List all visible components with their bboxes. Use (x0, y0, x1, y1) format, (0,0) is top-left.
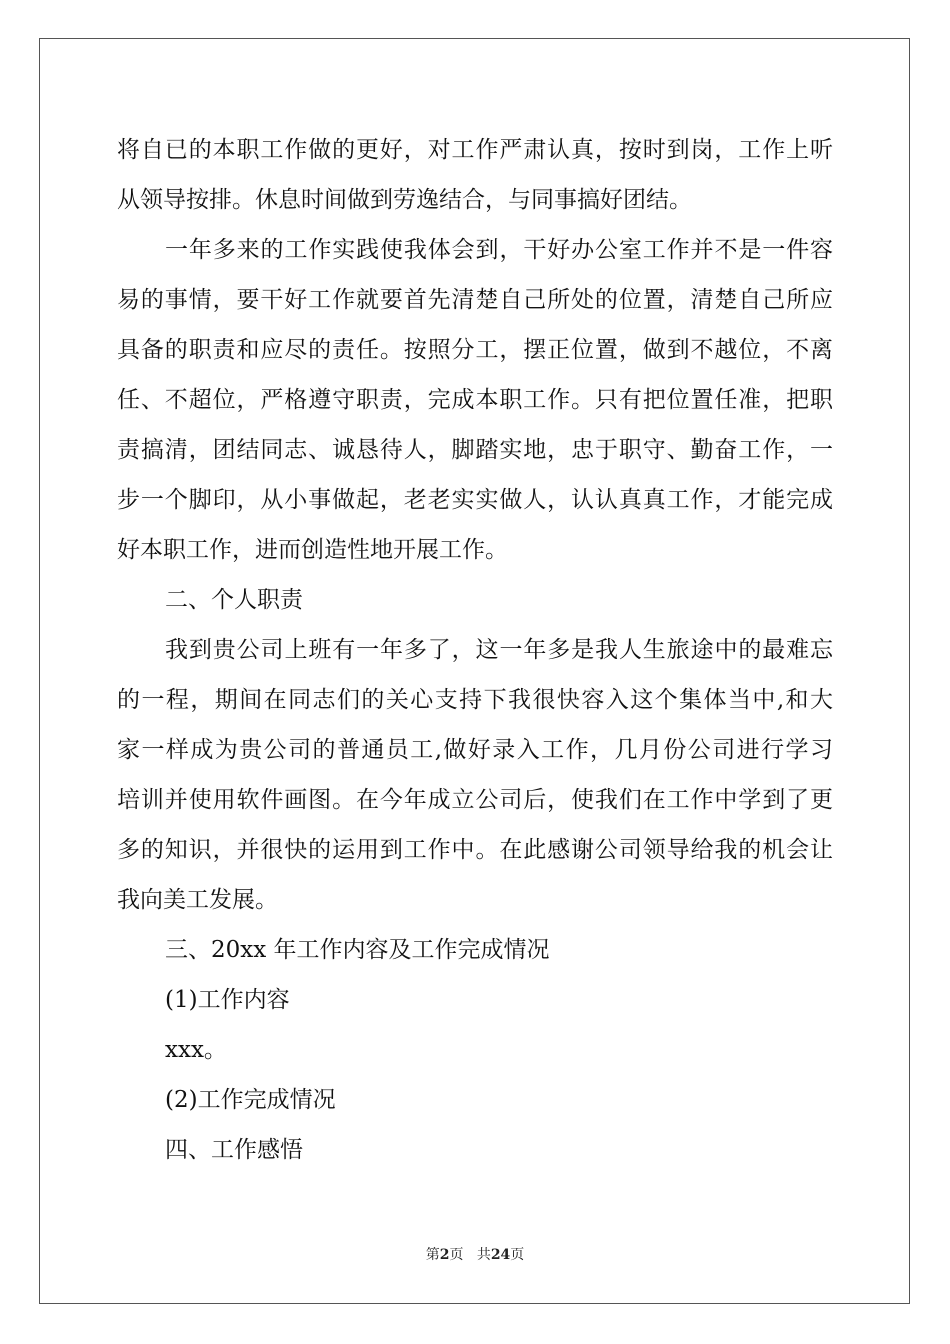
section-heading: 二、个人职责 (165, 587, 303, 613)
paragraph-line: 将自已的本职工作做的更好，对工作严肃认真，按时到岗，工作上听 (117, 137, 833, 163)
total-pages: 24 (490, 1247, 511, 1263)
page-footer (0, 1245, 950, 1265)
paragraph-line: 的一程，期间在同志们的关心支持下我很快容入这个集体当中,和大 (117, 687, 833, 713)
paragraph-line: 多的知识，并很快的运用到工作中。在此感谢公司领导给我的机会让 (117, 837, 833, 863)
total-prefix: 共 (476, 1247, 491, 1263)
paragraph-line: 易的事情，要干好工作就要首先清楚自己所处的位置，清楚自己所应 (117, 287, 833, 313)
page-number: 2 (439, 1247, 450, 1263)
paragraph-line: xxx。 (165, 1037, 227, 1063)
page-prefix: 第 (425, 1247, 440, 1263)
paragraph-line: 步一个脚印，从小事做起，老老实实做人，认认真真工作，才能完成 (117, 487, 833, 513)
subsection-heading: (2)工作完成情况 (165, 1087, 336, 1113)
paragraph-line: 家一样成为贵公司的普通员工,做好录入工作，几月份公司进行学习 (117, 737, 833, 763)
section-heading: 三、20xx 年工作内容及工作完成情况 (165, 937, 550, 963)
paragraph-line: 任、不超位，严格遵守职责，完成本职工作。只有把位置任准，把职 (117, 387, 833, 413)
subsection-heading: (1)工作内容 (165, 987, 290, 1013)
paragraph-line: 一年多来的工作实践使我体会到，干好办公室工作并不是一件容 (165, 237, 833, 263)
paragraph-line: 好本职工作，进而创造性地开展工作。 (117, 537, 508, 563)
page-suffix: 页 (449, 1247, 464, 1263)
paragraph-line: 我向美工发展。 (117, 887, 278, 913)
paragraph-line: 我到贵公司上班有一年多了，这一年多是我人生旅途中的最难忘 (165, 637, 833, 663)
paragraph-line: 从领导按排。休息时间做到劳逸结合，与同事搞好团结。 (117, 187, 692, 213)
paragraph-line: 具备的职责和应尽的责任。按照分工，摆正位置，做到不越位，不离 (117, 337, 833, 363)
paragraph-line: 责搞清，团结同志、诚恳待人，脚踏实地，忠于职守、勤奋工作，一 (117, 437, 833, 463)
total-suffix: 页 (510, 1247, 525, 1263)
section-heading: 四、工作感悟 (165, 1137, 303, 1163)
paragraph-line: 培训并使用软件画图。在今年成立公司后，使我们在工作中学到了更 (117, 787, 833, 813)
